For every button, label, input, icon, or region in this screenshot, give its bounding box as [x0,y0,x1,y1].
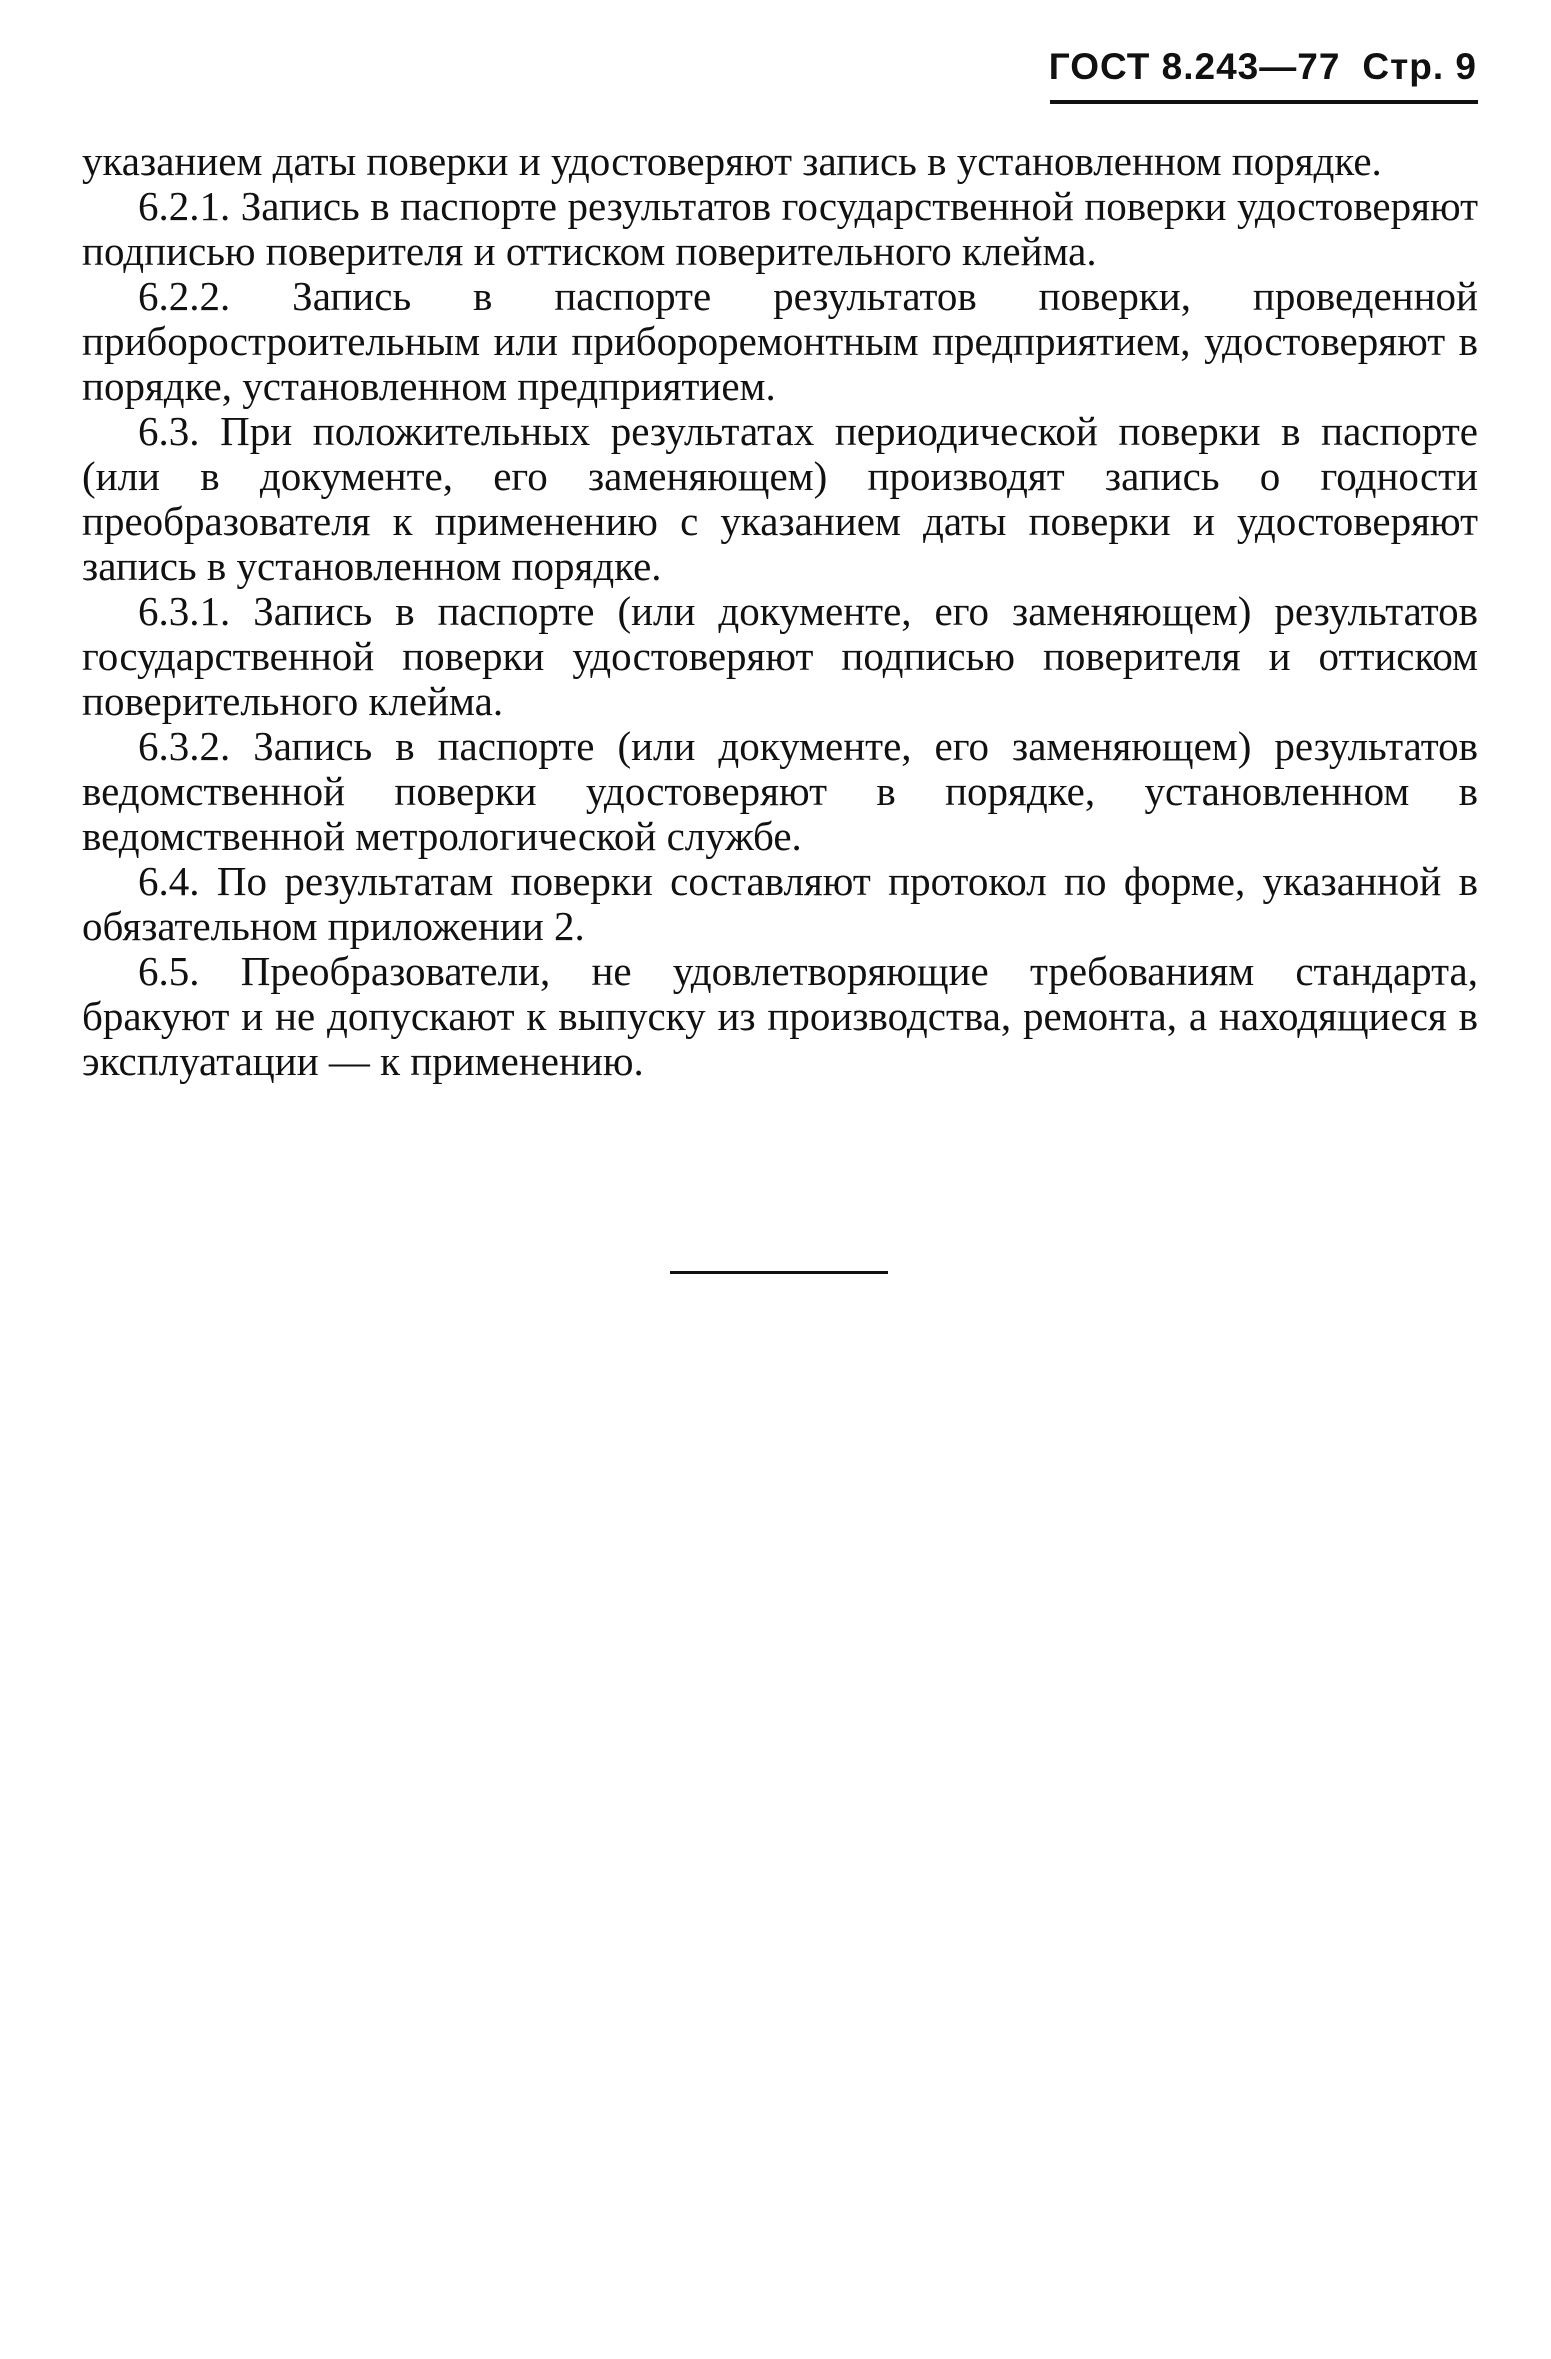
body-text [82,139,1478,1084]
paragraph-6-4: 6.4. По результатам поверки составляют протокол по форме, указанной в обязательном приложении 2. [82,858,1478,949]
paragraph-6-2-1: 6.2.1. Запись в паспорте результатов государственной поверки удостоверяют подписью поверителя и оттиском поверительного клейма. [82,183,1478,274]
paragraph-6-3: 6.3. При положительных результатах периодической поверки в паспорте (или в документе, его заменяющем) производят запись о годности преобразователя к применению с указанием даты поверки и удостоверяют запись в установленном порядке. [82,408,1478,589]
page-number: Стр. 9 [1362,46,1477,87]
section-end-rule [670,1271,888,1274]
paragraph-6-3-1: 6.3.1. Запись в паспорте (или документе, его заменяющем) результатов государственной поверки удостоверяют подписью поверителя и оттиском поверительного клейма. [82,588,1478,724]
paragraph-continuation: указанием даты поверки и удостоверяют запись в установленном порядке. [82,138,1382,184]
paragraph-6-2-2: 6.2.2. Запись в паспорте результатов поверки, проведенной приборостроительным или прибороремонтным предприятием, удостоверяют в порядке, установленном предприятием. [82,273,1478,409]
page-header [1001,42,1477,92]
paragraph-6-5: 6.5. Преобразователи, не удовлетворяющие требованиям стандарта, бракуют и не допускают к выпуску из производства, ремонта, а находящиеся в эксплуатации — к применению. [82,948,1478,1084]
paragraph-6-3-2: 6.3.2. Запись в паспорте (или документе, его заменяющем) результатов ведомственной поверки удостоверяют в порядке, установленном в ведомственной метрологической службе. [82,723,1478,859]
standard-number: ГОСТ 8.243—77 [1048,46,1341,87]
header-rule [1050,100,1478,104]
